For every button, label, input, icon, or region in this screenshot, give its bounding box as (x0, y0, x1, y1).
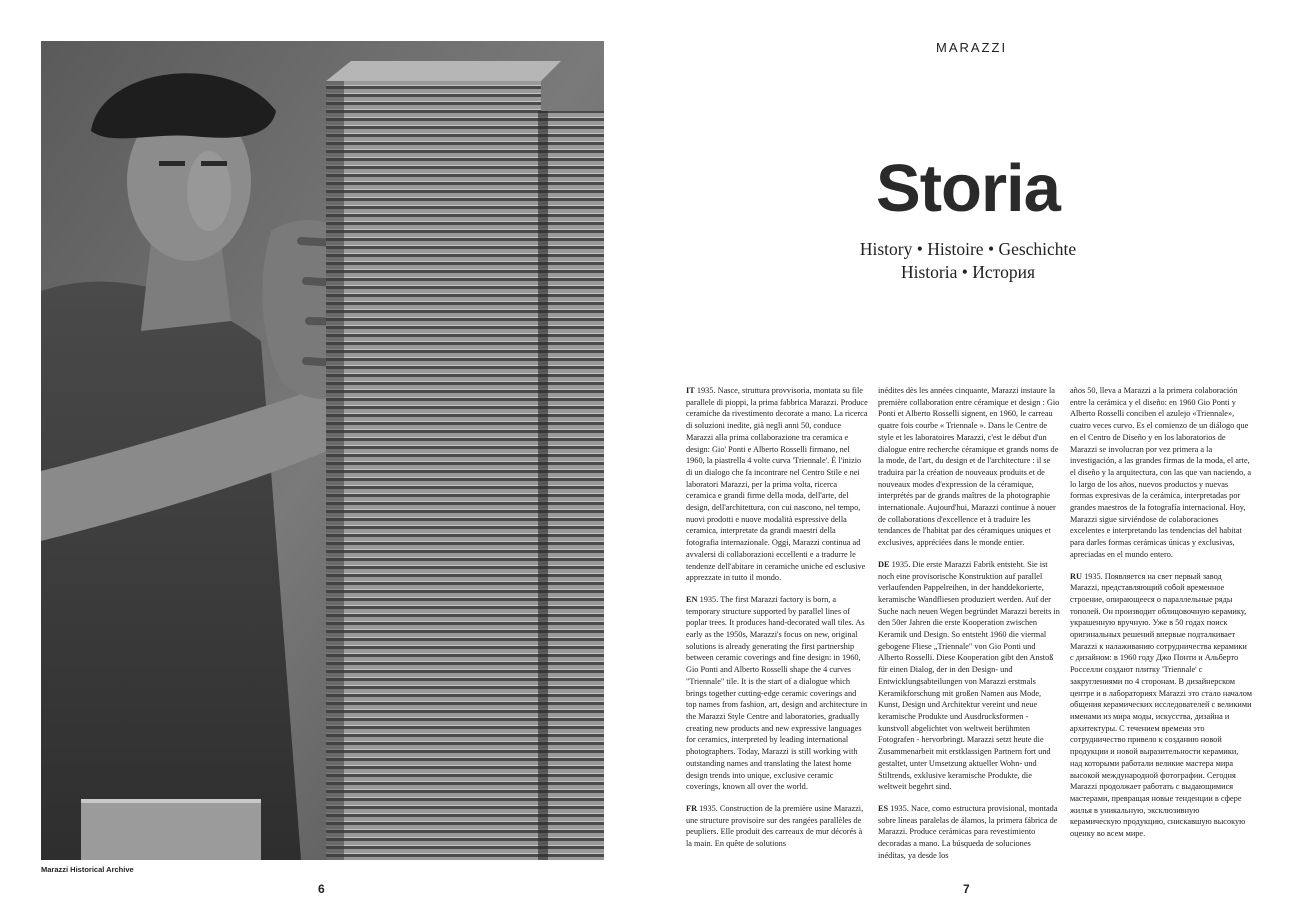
text-es: 1935. Nace, como estructura provisional, montada sobre líneas paralelas de álamos, la primera fábrica de Marazzi. Produce cerámicas para revestimiento decoradas a mano. La búsqueda de soluciones inéditas, ya desde los (878, 803, 1058, 860)
lang-code-de: DE (878, 559, 890, 569)
text-ru: 1935. Появляется на свет первый завод Marazzi, представляющий собой временное строение, опирающееся о параллельные ряды тополей. Он производит облицовочную керамику, украшенную вручную. Уже в 50 годах поиск оригинальных решений впервые подталкивает Marazzi к налаживанию сотрудничества керамики с дизайном: в 1960 году Джо Понти и Альберто Росселли создают плитку 'Triennale' с закруглениями по 4 сторонам. В дизайнерском центре и в лабораториях Marazzi это стало началом общения керамических исследователей с великими именами из мира моды, искусства, дизайна и архитектуры. С течением времени это сотрудничество привело к созданию новой продукции и новой выразительности керамики, над которыми работали великие мастера мира высокой международной фотографии. Сегодня Marazzi продолжает работать с выдающимися мастерами, превращая новые тенденции в сфере жилья в уникальную, эксклюзивную керамическую продукцию, снискавшую высокую оценку во всем мире. (1070, 571, 1252, 839)
page-subtitle (828, 238, 1108, 284)
subtitle-line-2: Historia • История (901, 262, 1035, 282)
text-column-1 (686, 385, 868, 860)
paragraph-de (878, 559, 1060, 793)
paragraph-en (686, 594, 868, 793)
subtitle-line-1: History • Histoire • Geschichte (859, 239, 1077, 259)
paragraph-fr (686, 803, 868, 850)
lang-code-fr: FR (686, 803, 698, 813)
text-fr-continued: inédites dès les années cinquante, Marazzi instaure la première collaboration entre céramique et design : Gio Ponti et Alberto Rosselli signent, en 1960, le carreau quatre fois courbe « Triennale ». Dans le Centre de style et les laboratoires Marazzi, c'est le début d'un dialogue entre recherche céramique et grands noms de la mode, de l'art, du design et de l'architecture : il se traduira par la création de nouveaux produits et de nouveaux modes d'expression de la céramique, interprétés par de grands maîtres de la photographie internationale. Aujourd'hui, Marazzi continue à nouer de collaborations d'excellence et à traduire les tendances de l'habitat par des céramiques uniques et exclusives, appréciées dans le monde entier. (878, 386, 1060, 548)
text-column-3 (1070, 385, 1252, 850)
lang-code-en: EN (686, 594, 698, 604)
lang-code-ru: RU (1070, 571, 1082, 581)
text-es-continued: años 50, lleva a Marazzi a la primera colaboración entre la cerámica y el diseño: en 1960 Gio Ponti y Alberto Rosselli conciben el azulejo «Triennale», cuatro veces curvo. Es el comienzo de un diálogo que en el Centro de Diseño y en los laboratorios de Marazzi se involucran por vez primera a la investigación, a las grandes firmas de la moda, el arte, el diseño y la arquitectura, con las que van naciendo, a lo largo de los años, nuevos productos y nuevas formas expresivas de la cerámica, interpretadas por grandes maestros de la fotografía internacional. Hoy, Marazzi sigue sirviéndose de colaboraciones excelentes e interpretando las tendencias del habitat para darles formas cerámicas únicas y exclusivas, apreciadas en el mundo entero. (1070, 386, 1252, 559)
lang-code-es: ES (878, 803, 889, 813)
photo-illustration (41, 41, 604, 860)
paragraph-ru (1070, 571, 1252, 840)
text-fr: 1935. Construction de la première usine Marazzi, une structure provisoire sur des rangées parallèles de peupliers. Elle produit des carreaux de mur décorés à la main. En quête de solutions (686, 803, 864, 849)
text-en: 1935. The first Marazzi factory is born, a temporary structure supported by parallel lines of poplar trees. It produces hand-decorated wall tiles. As early as the 1950s, Marazzi's focus on new, original solutions is already generating the first partnership between ceramic coverings and fine design: in 1960, Gio Ponti and Alberto Rosselli shape the 4 curves "Triennale" tile. It is the start of a dialogue which brings together cutting-edge ceramic coverings and top names from fashion, art, design and architecture in the Marazzi Style Centre and laboratories, gradually creating new products and new expressive languages for ceramics, interpreted by leading international photographers. Today, Marazzi is still working with outstanding names and translating the latest home design trends into unique, exclusive ceramic coverings, known all over the world. (686, 594, 868, 792)
paragraph-fr-continued (878, 385, 1060, 549)
text-column-2 (878, 385, 1060, 871)
text-de: 1935. Die erste Marazzi Fabrik entsteht. Sie ist noch eine provisorische Konstruktion auf parallel verlaufenden Pappelreihen, in der handdekorierte, keramische Wandfliesen produziert werden. Auf der Suche nach neuen Wegen begründet Marazzi bereits in den 50er Jahren die erste Kooperation zwischen Keramik und Design. So entsteht 1960 die viermal gebogene Fliese „Triennale" von Gio Ponti und Alberto Rosselli. Diese Kooperation gibt den Anstoß für einen Dialog, der in den Design- und Entwicklungsabteilungen von Marazzi erstmals Keramikforschung mit großen Namen aus Mode, Kunst, Design und Architektur vereint und neue keramische Produkte und Ausdrucksformen - kunstvoll abgelichtet von weltweit berühmten Fotografen - hervorbringt. Marazzi setzt heute die Zusammenarbeit mit erstklassigen Partnern fort und gestaltet, unter Umsetzung aktueller Wohn- und Stiltrends, exklusive keramische Produkte, die weltweit begehrt sind. (878, 559, 1060, 792)
archival-photo (41, 41, 604, 860)
paragraph-it (686, 385, 868, 584)
page-number-left: 6 (318, 882, 325, 896)
paragraph-es (878, 803, 1060, 862)
text-it: 1935. Nasce, struttura provvisoria, montata su file parallele di pioppi, la prima fabbrica Marazzi. Produce ceramiche da rivestimento decorate a mano. La ricerca di soluzioni inedite, già negli anni 50, conduce Marazzi alla prima collaborazione tra ceramica e design: Gio' Ponti e Alberto Rosselli firmano, nel 1960, la piastrella 4 volte curva 'Triennale'. È l'inizio di un dialogo che fa incontrare nel Centro Stile e nei laboratori Marazzi, per la prima volta, ricerca ceramica e grandi firme della moda, dell'arte, del design, dell'architettura, con cui nascono, nel tempo, nuovi prodotti e nuove modalità espressive della ceramica, interpretate da grandi maestri della fotografia internazionale. Oggi, Marazzi continua ad avvalersi di collaborazioni eccellenti e a tradurre le tendenze dell'abitare in ceramiche uniche ed esclusive apprezzate in tutto il mondo. (686, 386, 868, 583)
photo-caption: Marazzi Historical Archive (41, 865, 134, 874)
page-title: Storia (876, 151, 1060, 226)
paragraph-es-continued (1070, 385, 1252, 561)
lang-code-it: IT (686, 386, 695, 395)
page-number-right: 7 (963, 882, 970, 896)
brand-logo: MARAZZI (936, 40, 1008, 55)
